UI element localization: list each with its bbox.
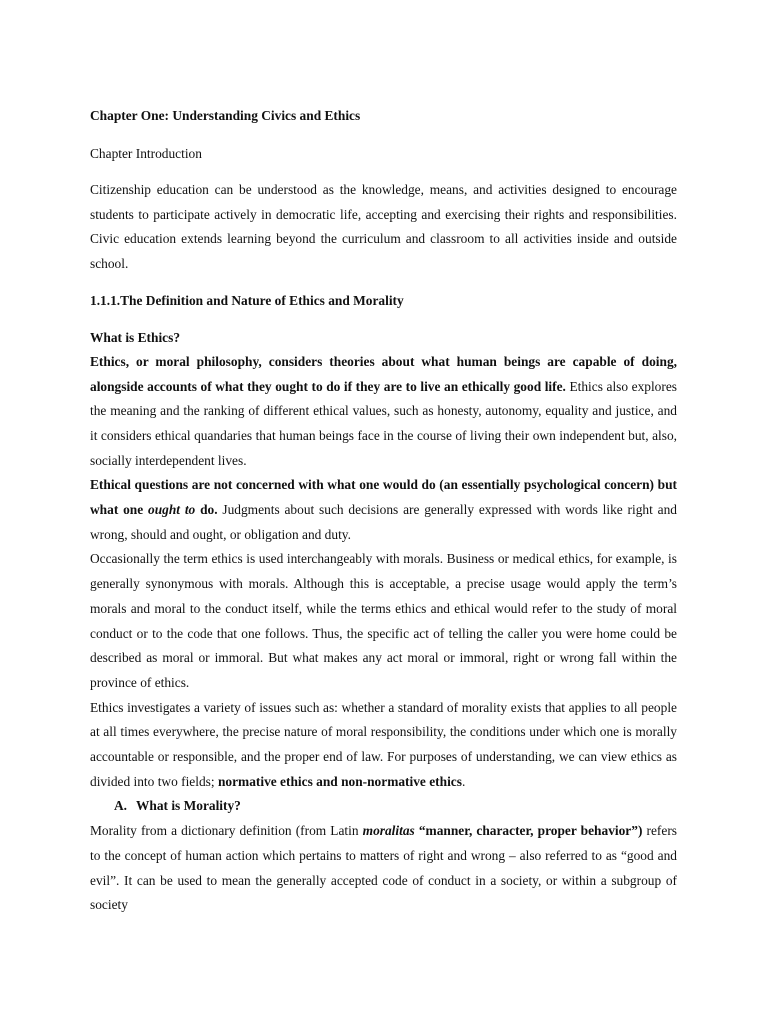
ethics-paragraph-1 xyxy=(90,350,677,474)
morality-p1-latin-term: moralitas xyxy=(362,823,415,839)
ethics-paragraph-2 xyxy=(90,473,677,547)
ethics-p4-text: Ethics investigates a variety of issues such as: whether a standard of morality exists that applies to all people at all times everywhere, the precise nature of moral responsibility, the conditions under which one is morally accountable or responsible, and the proper end of law. For purposes of understanding, we can view ethics as divided into two fields; xyxy=(90,699,677,789)
morality-p1-text2: refers to the concept of human action which pertains to matters of right and wrong – also referred to as “good and evil”. It can be used to mean the generally accepted code of conduct in a society, or within a subgroup of society xyxy=(90,823,677,913)
morality-heading-title: What is Morality? xyxy=(136,798,241,814)
ethics-p2-bold1: Ethical questions are not concerned with what one would do (an essentially psychological concern) but what one xyxy=(90,477,677,518)
ethics-p2-rest: Judgments about such decisions are generally expressed with words like right and wrong, should and ought, or obligation and duty. xyxy=(90,502,677,542)
morality-list-marker: A. xyxy=(114,798,128,814)
ethics-p4-end: . xyxy=(461,773,466,789)
ethics-p4-bold: normative ethics and non-normative ethics xyxy=(217,773,462,789)
morality-paragraph xyxy=(90,819,677,918)
morality-heading xyxy=(90,794,677,819)
intro-paragraph: Citizenship education can be understood as the knowledge, means, and activities designed to encourage students to participate actively in democratic life, accepting and exercising their rights and responsibilities. Civic education extends learning beyond the curriculum and classroom to all activities inside and outside school. xyxy=(90,182,677,272)
section-heading: 1.1.1.The Definition and Nature of Ethics and Morality xyxy=(90,292,404,308)
chapter-title: Chapter One: Understanding Civics and Ethics xyxy=(90,108,361,123)
intro-label: Chapter Introduction xyxy=(90,146,202,161)
ethics-paragraph-4 xyxy=(90,696,677,795)
ethics-p1-bold: Ethics, or moral philosophy, considers theories about what human beings are capable of doing, alongside accounts of what they ought to do if they are to live an ethically good life. xyxy=(90,353,677,394)
ethics-p1-rest: Ethics also explores the meaning and the ranking of different ethical values, such as honesty, autonomy, equality and justice, and it considers ethical quandaries that human beings face in the course of living their own independent but, also, socially interdependent lives. xyxy=(90,378,677,468)
ethics-p2-bold2: do. xyxy=(195,502,218,518)
ethics-p2-bold-italic: ought to xyxy=(148,502,196,518)
ethics-paragraph-3: Occasionally the term ethics is used interchangeably with morals. Business or medical ethics, for example, is generally synonymous with morals. Although this is acceptable, a precise usage would apply the term’s morals and moral to the conduct itself, while the terms ethics and ethical would refer to the study of moral conduct or to the code that one follows. Thus, the specific act of telling the caller you were home could be described as moral or immoral. But what makes any act moral or immoral, right or wrong fall within the province of ethics. xyxy=(90,551,677,690)
morality-p1-text1: Morality from a dictionary definition (from Latin xyxy=(90,823,363,839)
morality-p1-bold: “manner, character, proper behavior”) xyxy=(414,823,643,839)
document-body xyxy=(90,104,677,918)
ethics-heading: What is Ethics? xyxy=(90,329,181,345)
